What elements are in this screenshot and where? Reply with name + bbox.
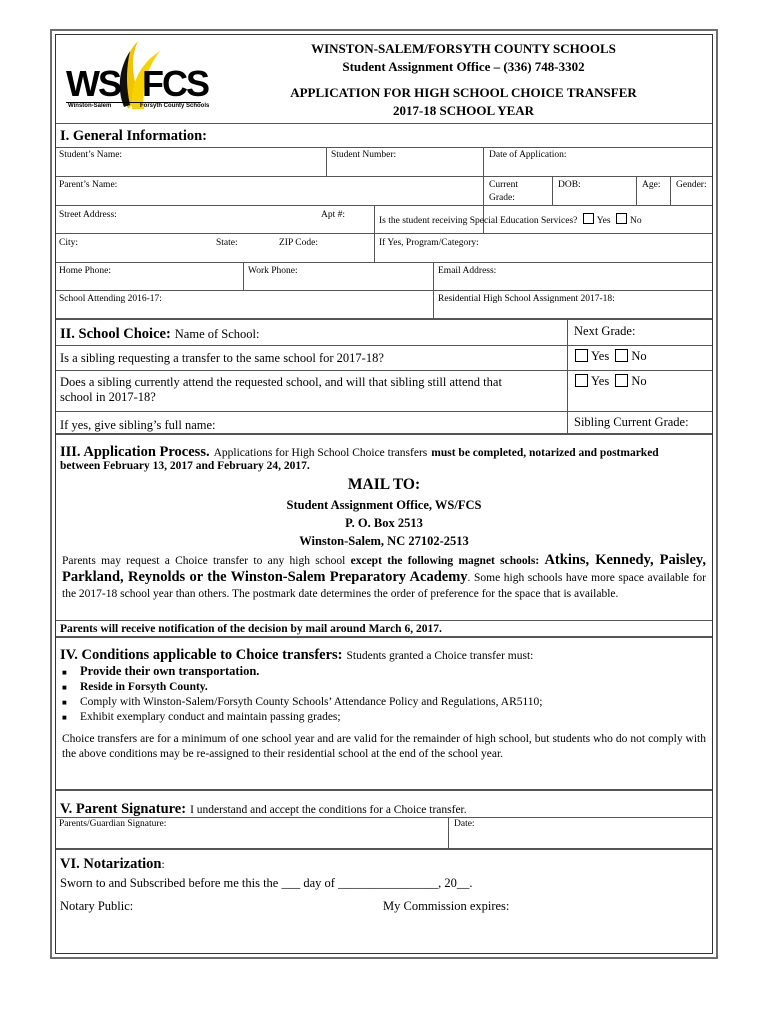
work-phone-field[interactable]: Work Phone:	[248, 266, 298, 276]
office-line: Student Assignment Office – (336) 748-3302	[342, 59, 585, 74]
process-intro-bold: must be completed, notarized and postmarked	[431, 447, 659, 459]
sped-no-checkbox[interactable]	[616, 213, 627, 224]
signature-first-line	[60, 800, 467, 818]
divider	[56, 262, 712, 263]
divider	[56, 848, 712, 850]
school-name-field[interactable]: Name of School:	[174, 327, 260, 341]
sibling-transfer-no-label: No	[631, 349, 647, 363]
conditions-intro: Students granted a Choice transfer must:	[346, 650, 534, 662]
divider	[448, 817, 449, 848]
city-field[interactable]: City:	[59, 238, 79, 248]
guardian-signature-field[interactable]: Parents/Guardian Signature:	[59, 819, 167, 829]
sped-question	[379, 213, 642, 226]
student-name-field[interactable]: Student’s Name:	[59, 150, 123, 160]
magnet-schools-b: Parkland, Reynolds or the Winston-Salem Preparatory Academy	[62, 569, 468, 585]
divider	[56, 636, 712, 638]
divider	[567, 318, 568, 433]
notification-note: Parents will receive notification of the decision by mail around March 6, 2017.	[60, 623, 442, 635]
age-field[interactable]: Age:	[642, 180, 661, 190]
signature-date-field[interactable]: Date:	[454, 819, 475, 829]
sibling-attend-question-line1: Does a sibling currently attend the requested school, and will that sibling still attend that	[60, 375, 502, 389]
divider	[56, 205, 712, 206]
parent-name-field[interactable]: Parent’s Name:	[59, 180, 118, 190]
divider	[56, 176, 712, 177]
sibling-attend-no-checkbox[interactable]	[615, 374, 628, 387]
condition-text: Exhibit exemplary conduct and maintain passing grades;	[80, 711, 341, 723]
process-intro: Applications for High School Choice transfers	[213, 447, 428, 459]
condition-text: Reside in Forsyth County.	[80, 681, 208, 693]
sibling-name-field[interactable]: If yes, give sibling’s full name:	[60, 418, 216, 432]
sibling-grade-field[interactable]: Sibling Current Grade:	[574, 415, 689, 429]
process-heading: III. Application Process.	[60, 444, 210, 460]
process-paragraph-rest: . Some high schools have more space available for the 2017-18 school year than others. The postmark date determines the order of preference for the space that is available.	[62, 572, 706, 600]
sibling-attend-options	[572, 374, 647, 389]
divider	[552, 176, 553, 205]
sibling-attend-question-line2: school in 2017-18?	[60, 390, 156, 404]
sped-yes-label: Yes	[596, 216, 611, 226]
condition-item	[62, 696, 543, 708]
wsfcs-logo	[60, 37, 210, 115]
org-name: WINSTON-SALEM/FORSYTH COUNTY SCHOOLS	[311, 41, 616, 56]
date-of-application-field[interactable]: Date of Application:	[489, 150, 567, 160]
current-grade-label: Grade:	[489, 193, 515, 203]
divider	[56, 817, 712, 818]
notary-heading: VI. Notarization	[60, 856, 162, 872]
process-first-line	[60, 443, 659, 461]
school-attending-field[interactable]: School Attending 2016-17:	[59, 294, 162, 304]
sibling-transfer-yes-label: Yes	[591, 349, 610, 363]
notary-heading-line: VI. Notarization:	[60, 856, 165, 872]
school-choice-row	[60, 325, 260, 343]
divider	[56, 290, 712, 291]
home-phone-field[interactable]: Home Phone:	[59, 266, 111, 276]
bullet-icon: ■	[62, 668, 67, 677]
divider	[56, 233, 712, 234]
next-grade-field[interactable]: Next Grade:	[574, 324, 636, 338]
dob-field[interactable]: DOB:	[558, 180, 581, 190]
divider	[56, 411, 712, 412]
street-address-field[interactable]: Street Address:	[59, 210, 117, 220]
program-category-field[interactable]: If Yes, Program/Category:	[379, 238, 479, 248]
mail-address-line2: P. O. Box 2513	[345, 516, 423, 530]
sibling-attend-no-label: No	[631, 374, 647, 388]
gender-field[interactable]: Gender:	[676, 180, 707, 190]
divider	[56, 789, 712, 791]
signature-statement: I understand and accept the conditions for a Choice transfer.	[190, 804, 467, 816]
sibling-transfer-options	[572, 349, 647, 364]
sped-no-label: No	[629, 216, 642, 226]
condition-item	[62, 711, 341, 723]
magnet-schools-a: Atkins, Kennedy, Paisley,	[544, 552, 706, 568]
school-year: 2017-18 SCHOOL YEAR	[392, 103, 535, 118]
divider	[56, 147, 712, 148]
divider	[56, 620, 712, 621]
divider	[56, 345, 712, 346]
sibling-attend-yes-label: Yes	[591, 374, 610, 388]
school-choice-heading: II. School Choice:	[60, 326, 171, 342]
student-number-field[interactable]: Student Number:	[331, 150, 397, 160]
divider	[56, 123, 712, 124]
notary-public-field[interactable]: Notary Public:	[60, 899, 134, 913]
conditions-paragraph: Choice transfers are for a minimum of one school year and are valid for the remainder of high school, but students who do not comply with the above conditions may be re-assigned to their residential school at the end of the school year.	[62, 733, 706, 760]
divider	[326, 147, 327, 176]
condition-text: Provide their own transportation	[80, 664, 257, 678]
zip-field[interactable]: ZIP Code:	[279, 238, 318, 248]
commission-expires-field[interactable]: My Commission expires:	[383, 899, 510, 913]
mail-address-line3: Winston-Salem, NC 27102-2513	[299, 534, 469, 548]
signature-heading: V. Parent Signature:	[60, 801, 187, 817]
divider	[636, 176, 637, 205]
sworn-statement: Sworn to and Subscribed before me this the ___ day of ________________, 20__.	[60, 876, 473, 890]
mail-address-line1: Student Assignment Office, WS/FCS	[286, 498, 482, 512]
conditions-first-line	[60, 646, 533, 664]
process-dates: between February 13, 2017 and February 24, 2017.	[60, 460, 310, 472]
logo-fcs: FCS	[142, 63, 208, 104]
condition-item	[62, 681, 208, 693]
sibling-transfer-no-checkbox[interactable]	[615, 349, 628, 362]
divider	[670, 176, 671, 205]
state-field[interactable]: State:	[216, 238, 238, 248]
divider	[56, 318, 712, 320]
logo-ws: WS	[66, 63, 120, 104]
residential-assignment-field[interactable]: Residential High School Assignment 2017-18:	[438, 294, 615, 304]
form-frame	[50, 29, 718, 959]
bullet-icon: ■	[62, 698, 67, 707]
process-paragraph-text: Parents may request a Choice transfer to any high school	[62, 555, 346, 567]
sped-question-text: Is the student receiving Special Education Services?	[379, 216, 578, 226]
bullet-icon: ■	[62, 713, 67, 722]
process-paragraph-bold: except the following magnet schools:	[350, 555, 540, 567]
sibling-attend-yes-checkbox[interactable]	[575, 374, 588, 387]
email-field[interactable]: Email Address:	[438, 266, 497, 276]
condition-text: Comply with Winston-Salem/Forsyth County Schools’ Attendance Policy and Regulations, AR5110;	[80, 696, 543, 708]
bullet-icon: ■	[62, 683, 67, 692]
sibling-transfer-question: Is a sibling requesting a transfer to the same school for 2017-18?	[60, 351, 384, 365]
form-title: APPLICATION FOR HIGH SCHOOL CHOICE TRANSFER	[290, 85, 637, 100]
sped-yes-checkbox[interactable]	[583, 213, 594, 224]
form-border	[55, 34, 713, 954]
mail-to-heading: MAIL TO:	[347, 476, 421, 493]
logo-right-caption: Forsyth County Schools	[140, 103, 210, 109]
divider	[243, 262, 244, 290]
condition-item: ■ Provide their own transportation.	[62, 664, 260, 678]
general-heading: I. General Information:	[60, 128, 207, 144]
sibling-transfer-yes-checkbox[interactable]	[575, 349, 588, 362]
divider	[56, 370, 712, 371]
process-paragraph	[62, 552, 706, 602]
conditions-heading: IV. Conditions applicable to Choice transfers:	[60, 647, 343, 663]
logo-left-caption: Winston-Salem	[68, 103, 112, 109]
apt-field[interactable]: Apt #:	[321, 210, 346, 220]
current-grade-field[interactable]: Current	[489, 180, 519, 190]
divider	[56, 433, 712, 435]
